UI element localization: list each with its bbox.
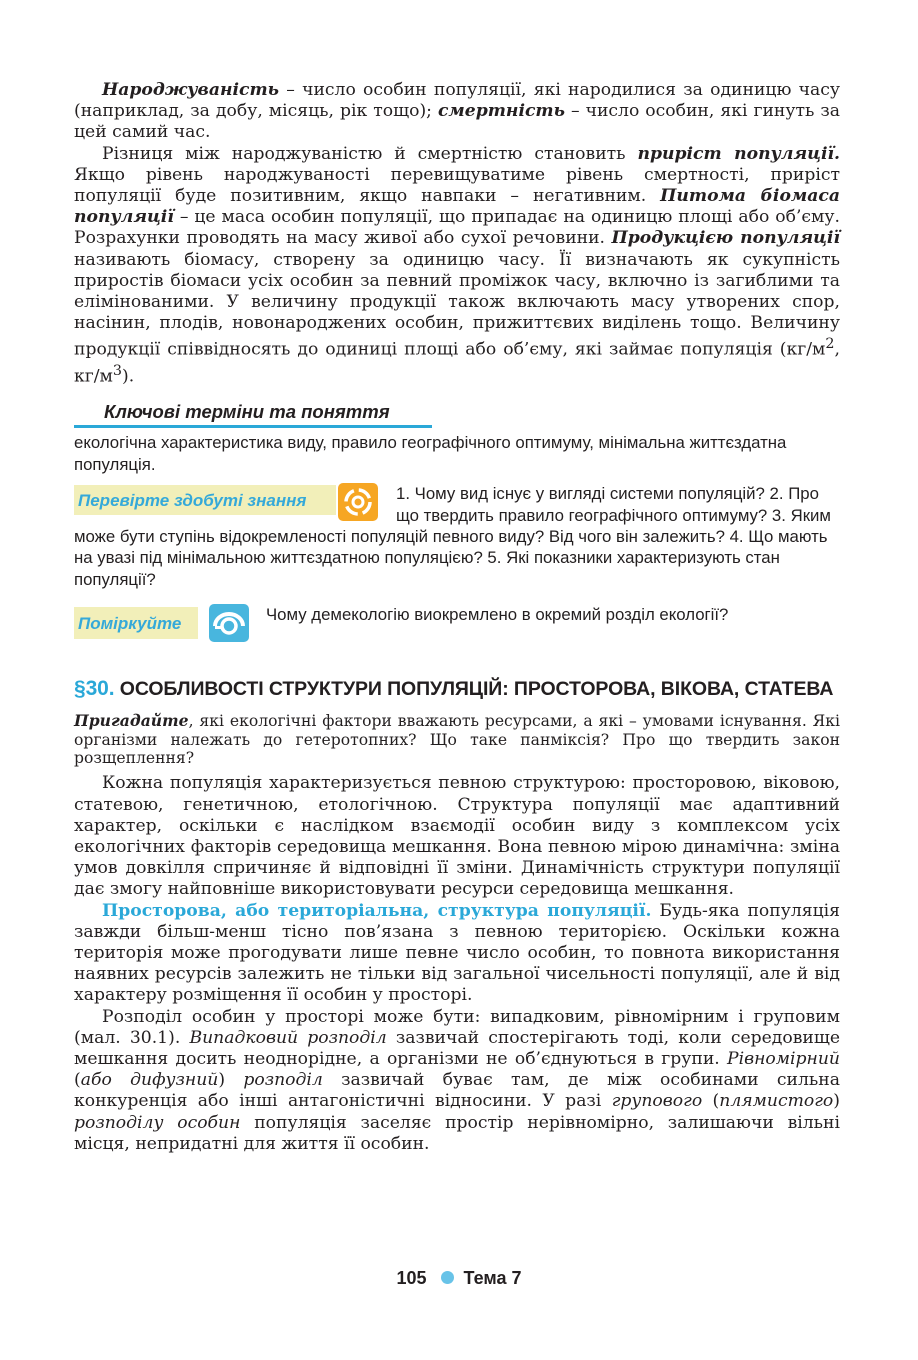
paragraph-text: Різниця між народжуваністю й смертністю становить — [102, 143, 638, 164]
section-number: §30. — [74, 677, 115, 701]
paragraph-natality — [74, 80, 840, 144]
paragraph-growth — [74, 144, 840, 389]
term-production: Продукцією популяції — [611, 228, 840, 249]
paragraph-distribution — [74, 1007, 840, 1155]
page-content — [74, 80, 840, 1155]
paragraph-text: називають біомасу, створену за одиницю часу. Її визначають як сукупність приростів біомаси усіх особин за певний проміжок часу, включно із загиблими та елімінованими. У величину продукції також включають масу утворених спор, насінин, плодів, новонароджених особин, прижиттєвих виділень тощо. Величину продукції співвідносять до одиниці площі або об’єму, які займає популяція (кг/м — [74, 249, 840, 361]
paragraph-spatial — [74, 901, 840, 1007]
paragraph-text: – це маса особин популяції, що припадає на одиницю площі або об’єму. Розрахунки проводять на масу живої або сухої речовини. — [74, 207, 840, 249]
think-label-text: Поміркуйте — [78, 614, 182, 634]
paragraph-text: Якщо рівень народжуваності перевищуватиме рівень смертності, приріст популяції буде позитивним, якщо навпаки – негативним. — [74, 164, 840, 207]
think-icon — [209, 604, 249, 642]
superscript: 2 — [825, 336, 835, 353]
paragraph-text: зазвичай буває там, де між особинами сильна конкуренція або інші антагоністичні відносини. У разі — [74, 1070, 840, 1112]
superscript: 3 — [112, 363, 123, 380]
italic-term: Випадковий розподіл — [189, 1027, 387, 1048]
heading-underline — [74, 425, 432, 428]
italic-term: плямистого — [719, 1091, 834, 1112]
italic-term: Рівномірний — [727, 1049, 840, 1070]
paragraph-text: ) — [833, 1091, 841, 1112]
paragraph-text: зазвичай спостерігають тоді, коли середовище мешкання досить неоднорідне, а організми не об’єднуються в групи. — [74, 1027, 841, 1070]
italic-term: або дифузний — [80, 1070, 219, 1091]
spiral-icon — [338, 483, 378, 521]
section-title: ОСОБЛИВОСТІ СТРУКТУРИ ПОПУЛЯЦІЙ: ПРОСТОРОВА, ВІКОВА, СТАТЕВА — [114, 678, 834, 701]
paragraph-text: – число особин, які гинуть за цей самий час. — [74, 101, 840, 143]
paragraph-text: популяція заселяє простір нерівномірно, залишаючи вільні місця, непридатні для життя її особин. — [74, 1112, 840, 1154]
paragraph-text: Розподіл особин у просторі може бути: випадковим, рівномірним і груповим (мал. 30.1). — [74, 1006, 840, 1048]
paragraph-text: ) — [218, 1070, 244, 1091]
italic-term: групового — [611, 1091, 703, 1112]
paragraph-text: – число особин популяції, які народилися за одиницю часу (наприклад, за добу, місяць, рік тощо); — [74, 80, 840, 122]
paragraph-text: Будь-яка популяція завжди більш-менш тісно пов’язана з певною територією. Оскільки кожна територія може прогодувати лише певне число особин, то повнота використання наявних ресурсів залежить не тільки від загальної чисельності популяції, але й від характеру розміщення її особин у просторі. — [74, 900, 840, 1006]
italic-term: розподілу особин — [74, 1112, 241, 1133]
term-natality: Народжуваність — [102, 80, 280, 100]
term-biomass: Питома біомаса популяції — [74, 186, 840, 228]
remember-paragraph — [74, 712, 840, 767]
paragraph-text: ( — [702, 1091, 720, 1112]
check-knowledge-label-text: Перевірте здобуті знання — [78, 491, 307, 511]
key-terms-title: Ключові терміни та поняття — [104, 401, 390, 423]
italic-term: розподіл — [243, 1070, 323, 1091]
footer-dot — [441, 1271, 454, 1284]
check-knowledge-label — [74, 485, 336, 515]
section-heading — [74, 676, 840, 702]
subheading-spatial: Просторова, або територіальна, структура популяції. — [102, 900, 652, 921]
topic-label: Тема 7 — [463, 1268, 522, 1288]
paragraph-text: ( — [74, 1070, 81, 1091]
check-knowledge-block — [74, 483, 840, 590]
paragraph-structure: Кожна популяція характеризується певною структурою: просторовою, віковою, статевою, генетичною, етологічною. Структура популяції має адаптивний характер, оскільки є наслідком взаємодії особин виду з комплексом усіх екологічних факторів середовища мешкання. Вона певною мірою динамічна: зміна умов довкілля спричиняє й відповідні її зміни. Динамічність структури популяції дає змогу найповніше використовувати ресурси середовища мешкання. — [74, 773, 840, 900]
page-footer — [0, 1268, 918, 1289]
key-terms-text: екологічна характеристика виду, правило географічного оптимуму, мінімальна життєздатна популяція. — [74, 433, 787, 474]
think-label — [74, 607, 198, 639]
key-terms-heading — [74, 398, 840, 428]
think-block — [74, 604, 840, 640]
remember-text: , які екологічні фактори вважають ресурсами, а які – умовами існування. Які організми належать до гетеротопних? Що таке панміксія? Про що твердить закон розщеплення? — [74, 712, 840, 767]
paragraph-text: , кг/м — [74, 340, 840, 388]
paragraph-text: ). — [122, 367, 135, 388]
term-mortality: смертність — [437, 101, 565, 122]
term-growth: приріст популяції. — [637, 143, 840, 164]
think-question: Чому демекологію виокремлено в окремий розділ екології? — [266, 605, 729, 625]
page-number: 105 — [396, 1268, 427, 1288]
remember-term: Пригадайте — [74, 711, 189, 731]
check-knowledge-questions: 1. Чому вид існує у вигляді системи популяцій? 2. Про що твердить правило географічного оптимуму? 3. Яким може бути ступінь відокремленості популяцій певного виду? Від чого він залежить? 4. Що мають на увазі під мінімальною життєздатною популяцією? 5. Які показники характеризують стан популяції? — [74, 484, 831, 589]
